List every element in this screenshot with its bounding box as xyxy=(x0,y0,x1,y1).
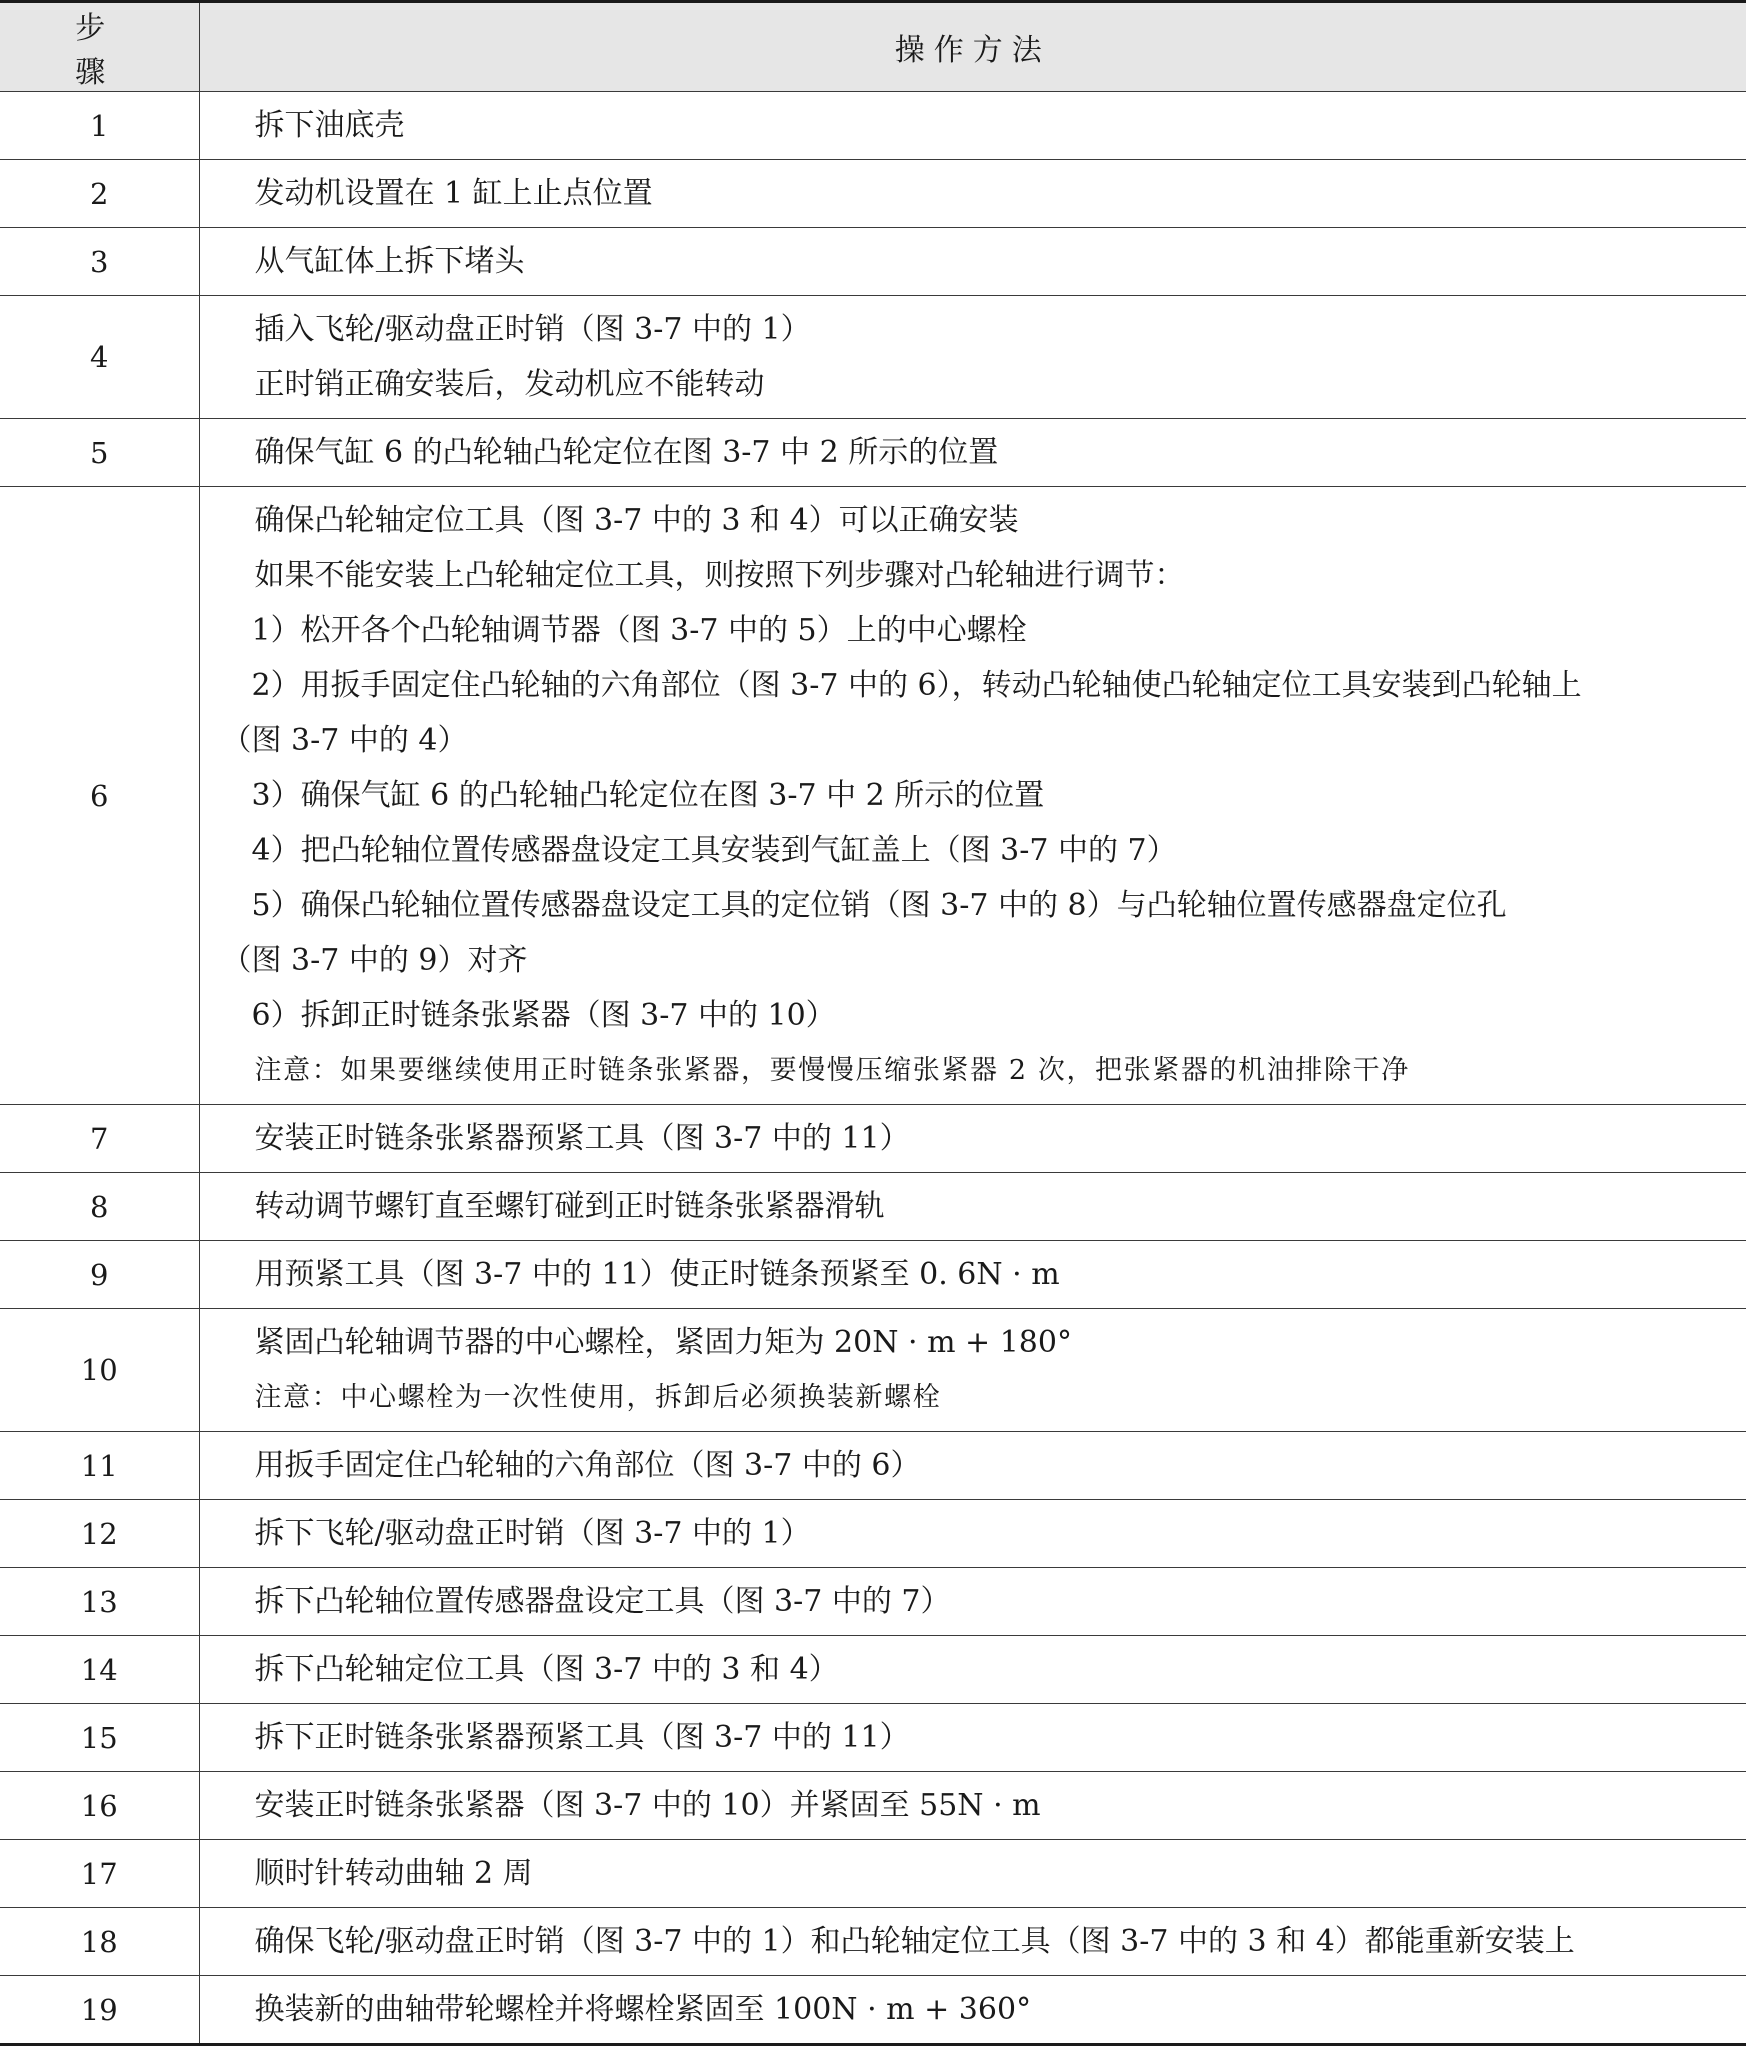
table-body xyxy=(0,92,1746,2045)
step-number: 13 xyxy=(0,1568,199,1636)
method-cell xyxy=(199,1840,1746,1908)
table-row xyxy=(0,1241,1746,1309)
table-row xyxy=(0,1500,1746,1568)
method-line: 插入飞轮/驱动盘正时销（图 3-7 中的 1） xyxy=(254,312,811,347)
method-line: 拆下正时链条张紧器预紧工具（图 3-7 中的 11） xyxy=(254,1720,910,1755)
table-row xyxy=(0,419,1746,487)
method-line: 如果不能安装上凸轮轴定位工具，则按照下列步骤对凸轮轴进行调节： xyxy=(254,558,1185,593)
step-number: 5 xyxy=(0,419,199,487)
method-cell xyxy=(199,1309,1746,1432)
method-cell xyxy=(199,228,1746,296)
step-number: 10 xyxy=(0,1309,199,1432)
step-number: 9 xyxy=(0,1241,199,1309)
step-number: 8 xyxy=(0,1173,199,1241)
method-line: 从气缸体上拆下堵头 xyxy=(254,244,525,279)
method-cell xyxy=(199,296,1746,419)
step-number: 6 xyxy=(0,487,199,1105)
step-number: 17 xyxy=(0,1840,199,1908)
table-row xyxy=(0,1432,1746,1500)
column-header-step: 步骤 xyxy=(0,2,199,92)
method-substep: 5）确保凸轮轴位置传感器盘设定工具的定位销（图 3-7 中的 8）与凸轮轴位置传感器盘定位孔 xyxy=(251,888,1507,923)
method-cell xyxy=(199,1772,1746,1840)
table-row xyxy=(0,1568,1746,1636)
method-substep: 3）确保气缸 6 的凸轮轴凸轮定位在图 3-7 中 2 所示的位置 xyxy=(251,778,1045,813)
table-header-row xyxy=(0,2,1746,92)
method-continuation: （图 3-7 中的 9）对齐 xyxy=(221,943,528,978)
table-row xyxy=(0,296,1746,419)
method-cell xyxy=(199,1105,1746,1173)
step-number: 14 xyxy=(0,1636,199,1704)
method-line: 安装正时链条张紧器（图 3-7 中的 10）并紧固至 55N · m xyxy=(254,1788,1041,1823)
step-number: 18 xyxy=(0,1908,199,1976)
step-number: 19 xyxy=(0,1976,199,2045)
table-row xyxy=(0,1704,1746,1772)
column-header-method: 操作方法 xyxy=(199,2,1746,92)
table-row xyxy=(0,228,1746,296)
method-substep: 4）把凸轮轴位置传感器盘设定工具安装到气缸盖上（图 3-7 中的 7） xyxy=(251,833,1177,868)
step-number: 2 xyxy=(0,160,199,228)
step-number: 15 xyxy=(0,1704,199,1772)
step-number: 12 xyxy=(0,1500,199,1568)
table-row xyxy=(0,1173,1746,1241)
table-row xyxy=(0,160,1746,228)
table-row xyxy=(0,1636,1746,1704)
method-substep: 2）用扳手固定住凸轮轴的六角部位（图 3-7 中的 6），转动凸轮轴使凸轮轴定位工具安装到凸轮轴上 xyxy=(251,668,1582,703)
table-row xyxy=(0,92,1746,160)
method-line: 确保飞轮/驱动盘正时销（图 3-7 中的 1）和凸轮轴定位工具（图 3-7 中的 3 和 4）都能重新安装上 xyxy=(254,1924,1575,1959)
method-substep: 6）拆卸正时链条张紧器（图 3-7 中的 10） xyxy=(251,998,836,1033)
method-cell xyxy=(199,419,1746,487)
method-line: 转动调节螺钉直至螺钉碰到正时链条张紧器滑轨 xyxy=(254,1189,885,1224)
method-cell xyxy=(199,487,1746,1105)
method-line: 换装新的曲轴带轮螺栓并将螺栓紧固至 100N · m + 360° xyxy=(254,1992,1032,2027)
table-row xyxy=(0,1908,1746,1976)
step-number: 11 xyxy=(0,1432,199,1500)
method-line: 顺时针转动曲轴 2 周 xyxy=(254,1856,533,1891)
table-row xyxy=(0,1840,1746,1908)
method-cell xyxy=(199,92,1746,160)
method-line: 正时销正确安装后，发动机应不能转动 xyxy=(254,367,765,402)
method-line: 拆下凸轮轴定位工具（图 3-7 中的 3 和 4） xyxy=(254,1652,839,1687)
method-substep: 1）松开各个凸轮轴调节器（图 3-7 中的 5）上的中心螺栓 xyxy=(251,613,1027,648)
method-cell xyxy=(199,1976,1746,2045)
method-line: 拆下飞轮/驱动盘正时销（图 3-7 中的 1） xyxy=(254,1516,811,1551)
method-note: 注意：如果要继续使用正时链条张紧器，要慢慢压缩张紧器 2 次，把张紧器的机油排除干净 xyxy=(254,1055,1410,1086)
step-number: 3 xyxy=(0,228,199,296)
table-row xyxy=(0,1976,1746,2045)
step-number: 4 xyxy=(0,296,199,419)
method-line: 确保凸轮轴定位工具（图 3-7 中的 3 和 4）可以正确安装 xyxy=(254,503,1019,538)
method-line: 安装正时链条张紧器预紧工具（图 3-7 中的 11） xyxy=(254,1121,910,1156)
method-line: 拆下凸轮轴位置传感器盘设定工具（图 3-7 中的 7） xyxy=(254,1584,951,1619)
method-cell xyxy=(199,1636,1746,1704)
method-line: 紧固凸轮轴调节器的中心螺栓，紧固力矩为 20N · m + 180° xyxy=(254,1325,1072,1360)
table-row xyxy=(0,1772,1746,1840)
table-row xyxy=(0,487,1746,1105)
method-cell xyxy=(199,1908,1746,1976)
table-row xyxy=(0,1105,1746,1173)
method-line: 发动机设置在 1 缸上止点位置 xyxy=(254,176,653,211)
method-cell xyxy=(199,1704,1746,1772)
method-cell xyxy=(199,1241,1746,1309)
step-number: 7 xyxy=(0,1105,199,1173)
method-cell xyxy=(199,1568,1746,1636)
step-number: 1 xyxy=(0,92,199,160)
method-cell xyxy=(199,1173,1746,1241)
method-line: 用扳手固定住凸轮轴的六角部位（图 3-7 中的 6） xyxy=(254,1448,921,1483)
method-line: 确保气缸 6 的凸轮轴凸轮定位在图 3-7 中 2 所示的位置 xyxy=(254,435,999,470)
method-line: 拆下油底壳 xyxy=(254,108,405,143)
method-line: 用预紧工具（图 3-7 中的 11）使正时链条预紧至 0. 6N · m xyxy=(254,1257,1060,1292)
table-row xyxy=(0,1309,1746,1432)
method-cell xyxy=(199,1500,1746,1568)
method-continuation: （图 3-7 中的 4） xyxy=(221,723,468,758)
method-cell xyxy=(199,160,1746,228)
method-note: 注意：中心螺栓为一次性使用，拆卸后必须换装新螺栓 xyxy=(254,1382,942,1413)
method-cell xyxy=(199,1432,1746,1500)
step-number: 16 xyxy=(0,1772,199,1840)
